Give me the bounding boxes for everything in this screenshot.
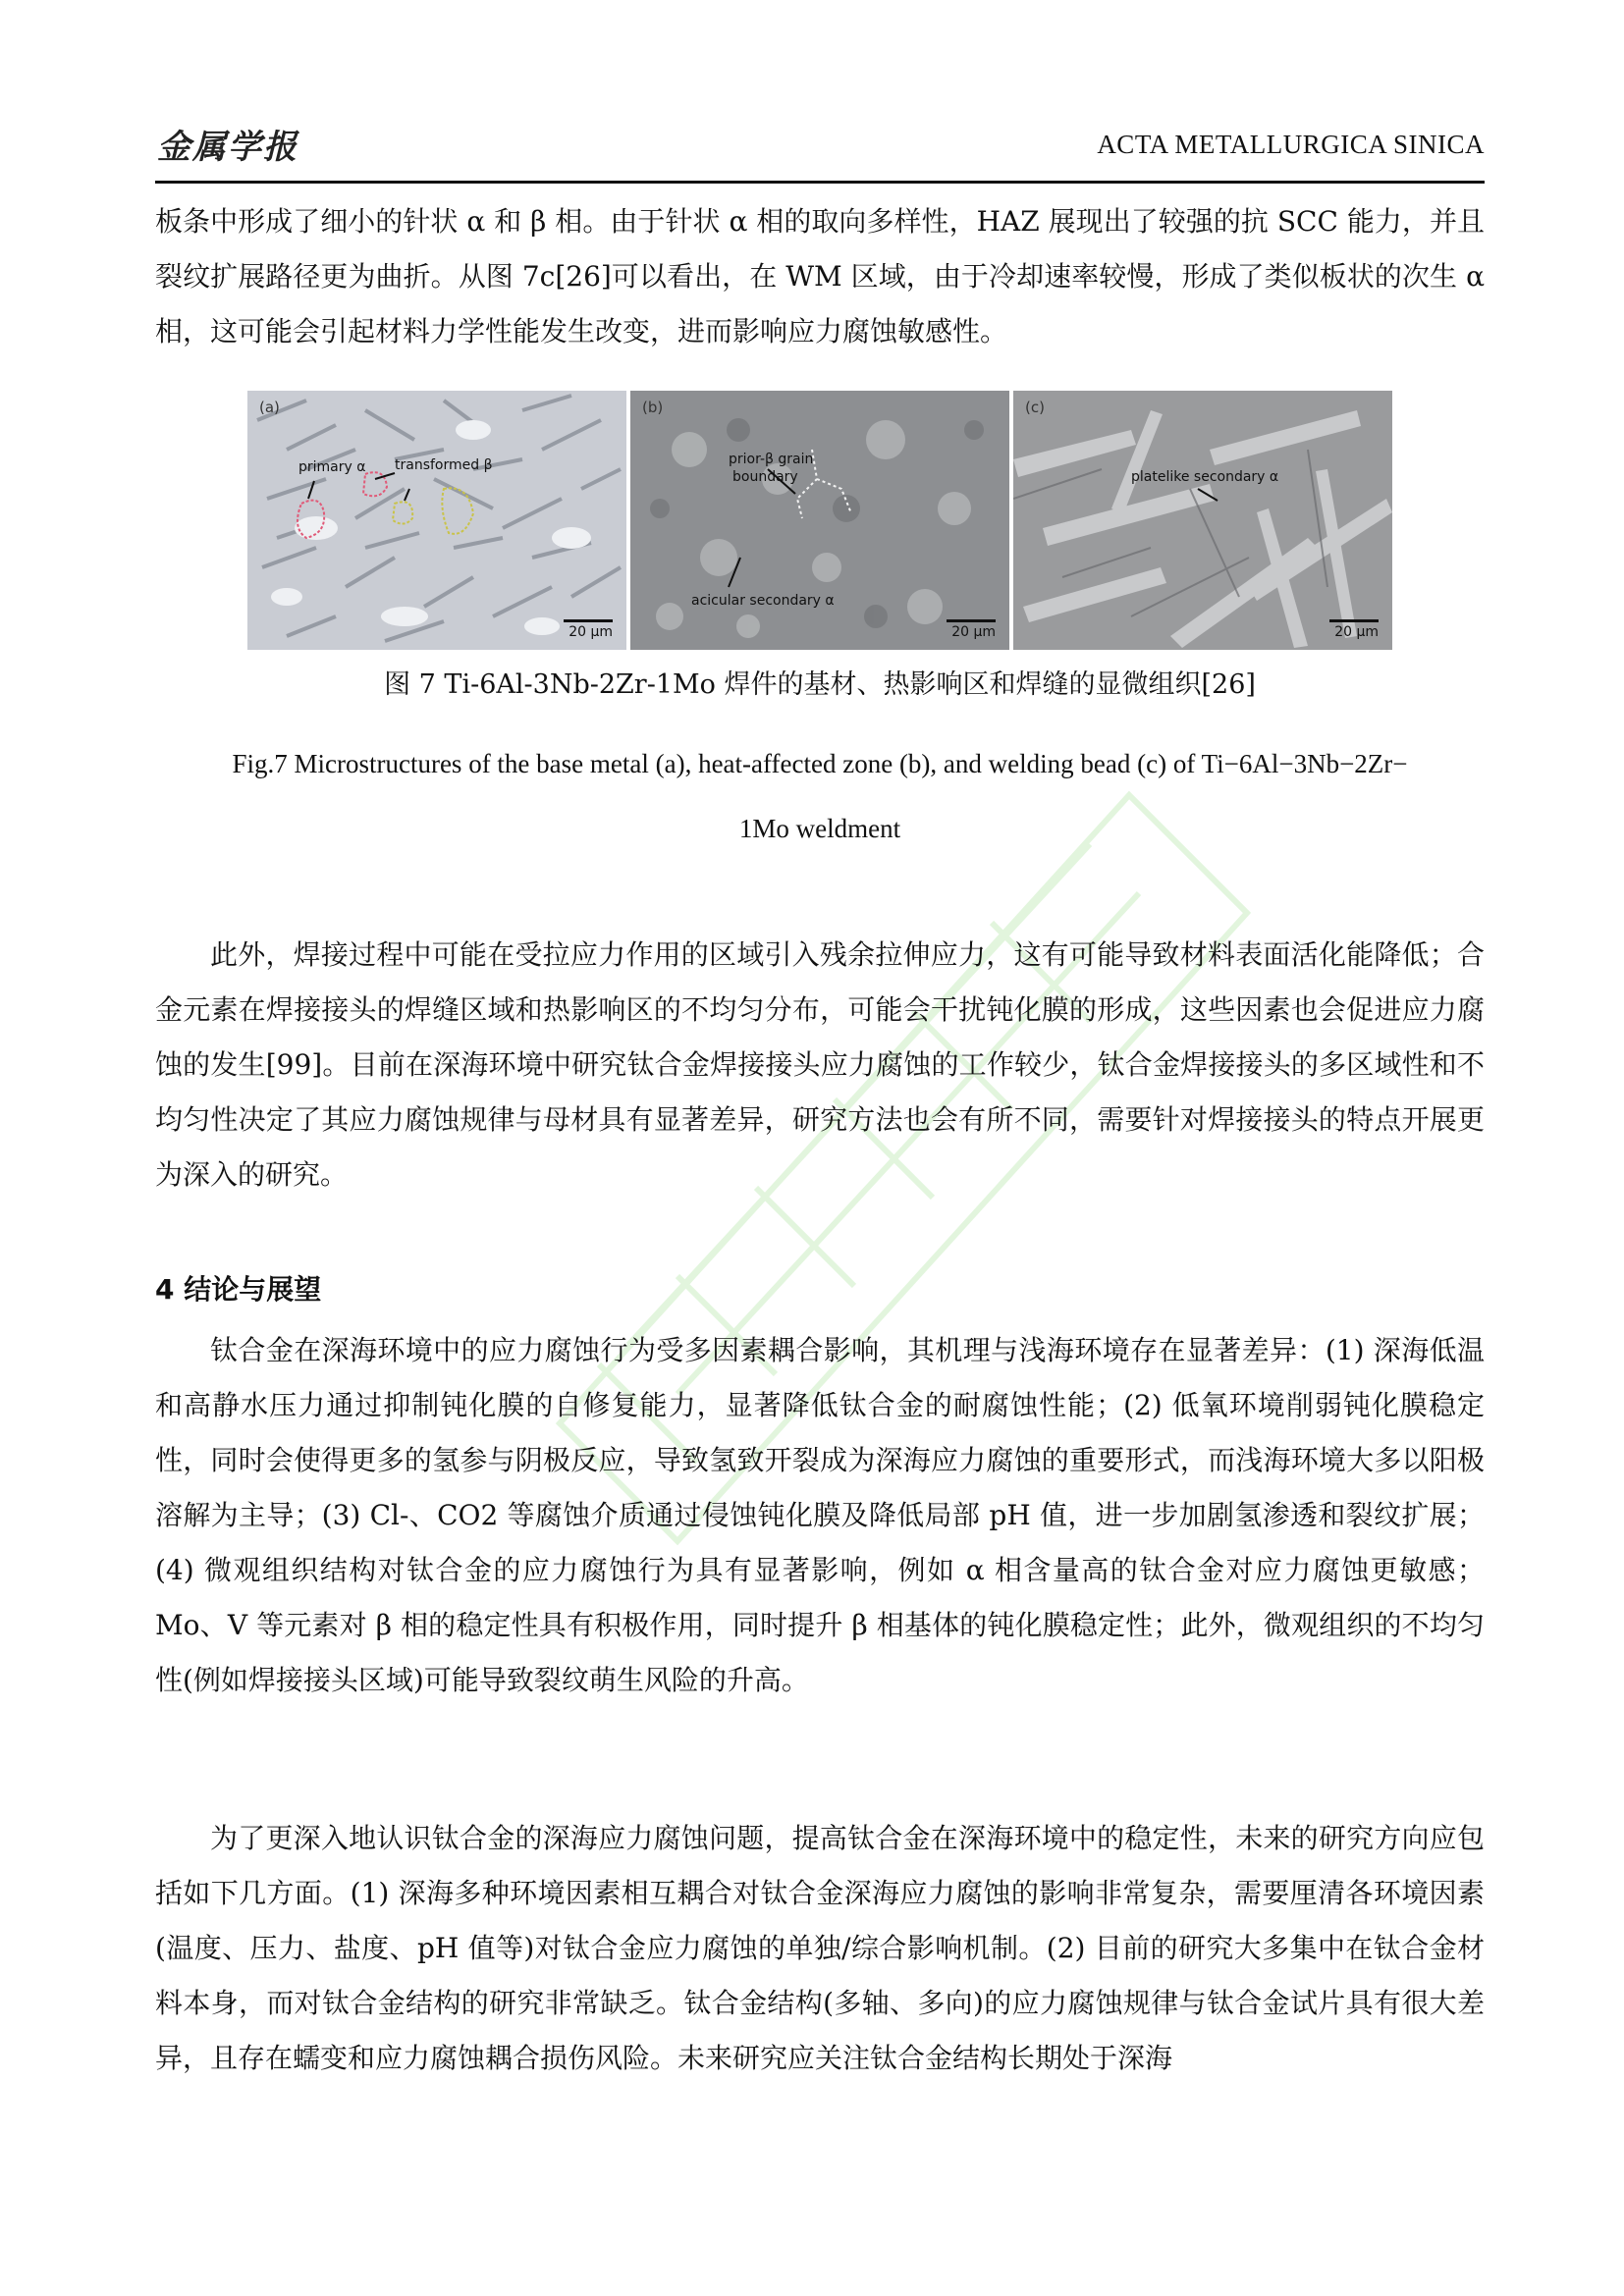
micrograph-c bbox=[1013, 391, 1392, 650]
journal-name: ACTA METALLURGICA SINICA bbox=[1097, 130, 1485, 159]
figure-caption-en bbox=[155, 731, 1485, 861]
annotation-prior-beta-grain: prior-β grain bbox=[729, 452, 814, 467]
header-rule bbox=[155, 181, 1485, 184]
scale-bar-b bbox=[947, 619, 996, 622]
page-header bbox=[155, 116, 1485, 187]
figure-caption-cn: 图 7 Ti-6Al-3Nb-2Zr-1Mo 焊件的基材、热影响区和焊缝的显微组织[26] bbox=[384, 669, 1256, 700]
micrograph-a bbox=[247, 391, 626, 650]
scale-label-b: 20 μm bbox=[951, 624, 996, 640]
paragraph-1: 板条中形成了细小的针状 α 和 β 相。由于针状 α 相的取向多样性，HAZ 展现出了较强的抗 SCC 能力，并且裂纹扩展路径更为曲折。从图 7c[26]可以看出，在 WM 区域，由于冷却速率较慢，形成了类似板状的次生 α 相，这可能会引起材料力学性能发生改变，进而影响应力腐蚀敏感性。 bbox=[155, 205, 1485, 347]
panel-label-b: (b) bbox=[642, 399, 664, 416]
figure-caption-en-line-1: Fig.7 Microstructures of the base metal (a), heat-affected zone (b), and welding bead (c) of Ti−6Al−3Nb−2Zr− bbox=[232, 749, 1408, 778]
paragraph-3: 钛合金在深海环境中的应力腐蚀行为受多因素耦合影响，其机理与浅海环境存在显著差异：(1) 深海低温和高静水压力通过抑制钝化膜的自修复能力，显著降低钛合金的耐腐蚀性能；(2) 低氧环境削弱钝化膜稳定性，同时会使得更多的氢参与阴极反应，导致氢致开裂成为深海应力腐蚀的重要形式，而浅海环境大多以阳极溶解为主导；(3) Cl-、CO2 等腐蚀介质通过侵蚀钝化膜及降低局部 pH 值，进一步加剧氢渗透和裂纹扩展；(4) 微观组织结构对钛合金的应力腐蚀行为具有显著影响，例如 α 相含量高的钛合金对应力腐蚀更敏感；Mo、V 等元素对 β 相的稳定性具有积极作用，同时提升 β 相基体的钝化膜稳定性；此外，微观组织的不均匀性(例如焊接接头区域)可能导致裂纹萌生风险的升高。 bbox=[155, 1334, 1485, 1696]
figure-7 bbox=[247, 391, 1392, 650]
annotation-boundary: boundary bbox=[732, 469, 798, 485]
figure-panel-c bbox=[1013, 391, 1392, 650]
figure-panel-b bbox=[630, 391, 1009, 650]
journal-logo: 金属学报 bbox=[157, 128, 298, 167]
panel-label-a: (a) bbox=[259, 399, 280, 416]
annotation-platelike-secondary-alpha: platelike secondary α bbox=[1131, 469, 1279, 485]
annotation-acicular-secondary-alpha: acicular secondary α bbox=[691, 593, 835, 609]
annotation-transformed-beta: transformed β bbox=[395, 457, 493, 473]
figure-caption-en-line-2: 1Mo weldment bbox=[738, 814, 901, 843]
section-heading-conclusions: 4 结论与展望 bbox=[155, 1273, 322, 1306]
paragraph-2: 此外，焊接过程中可能在受拉应力作用的区域引入残余拉伸应力，这有可能导致材料表面活化能降低；合金元素在焊接接头的焊缝区域和热影响区的不均匀分布，可能会干扰钝化膜的形成，这些因素也会促进应力腐蚀的发生[99]。目前在深海环境中研究钛合金焊接接头应力腐蚀的工作较少，钛合金焊接接头的多区域性和不均匀性决定了其应力腐蚀规律与母材具有显著差异，研究方法也会有所不同，需要针对焊接接头的特点开展更为深入的研究。 bbox=[155, 938, 1485, 1191]
paragraph-4: 为了更深入地认识钛合金的深海应力腐蚀问题，提高钛合金在深海环境中的稳定性，未来的研究方向应包括如下几方面。(1) 深海多种环境因素相互耦合对钛合金深海应力腐蚀的影响非常复杂，需要厘清各环境因素(温度、压力、盐度、pH 值等)对钛合金应力腐蚀的单独/综合影响机制。(2) 目前的研究大多集中在钛合金材料本身，而对钛合金结构的研究非常缺乏。钛合金结构(多轴、多向)的应力腐蚀规律与钛合金试片具有很大差异，且存在蠕变和应力腐蚀耦合损伤风险。未来研究应关注钛合金结构长期处于深海 bbox=[155, 1822, 1485, 2074]
annotation-primary-alpha: primary α bbox=[298, 459, 366, 475]
scale-bar-a bbox=[564, 619, 613, 622]
panel-label-c: (c) bbox=[1025, 399, 1045, 416]
micrograph-b bbox=[630, 391, 1009, 650]
scale-bar-c bbox=[1329, 619, 1379, 622]
scale-label-c: 20 μm bbox=[1334, 624, 1379, 640]
scale-label-a: 20 μm bbox=[568, 624, 613, 640]
figure-panel-a bbox=[247, 391, 626, 650]
